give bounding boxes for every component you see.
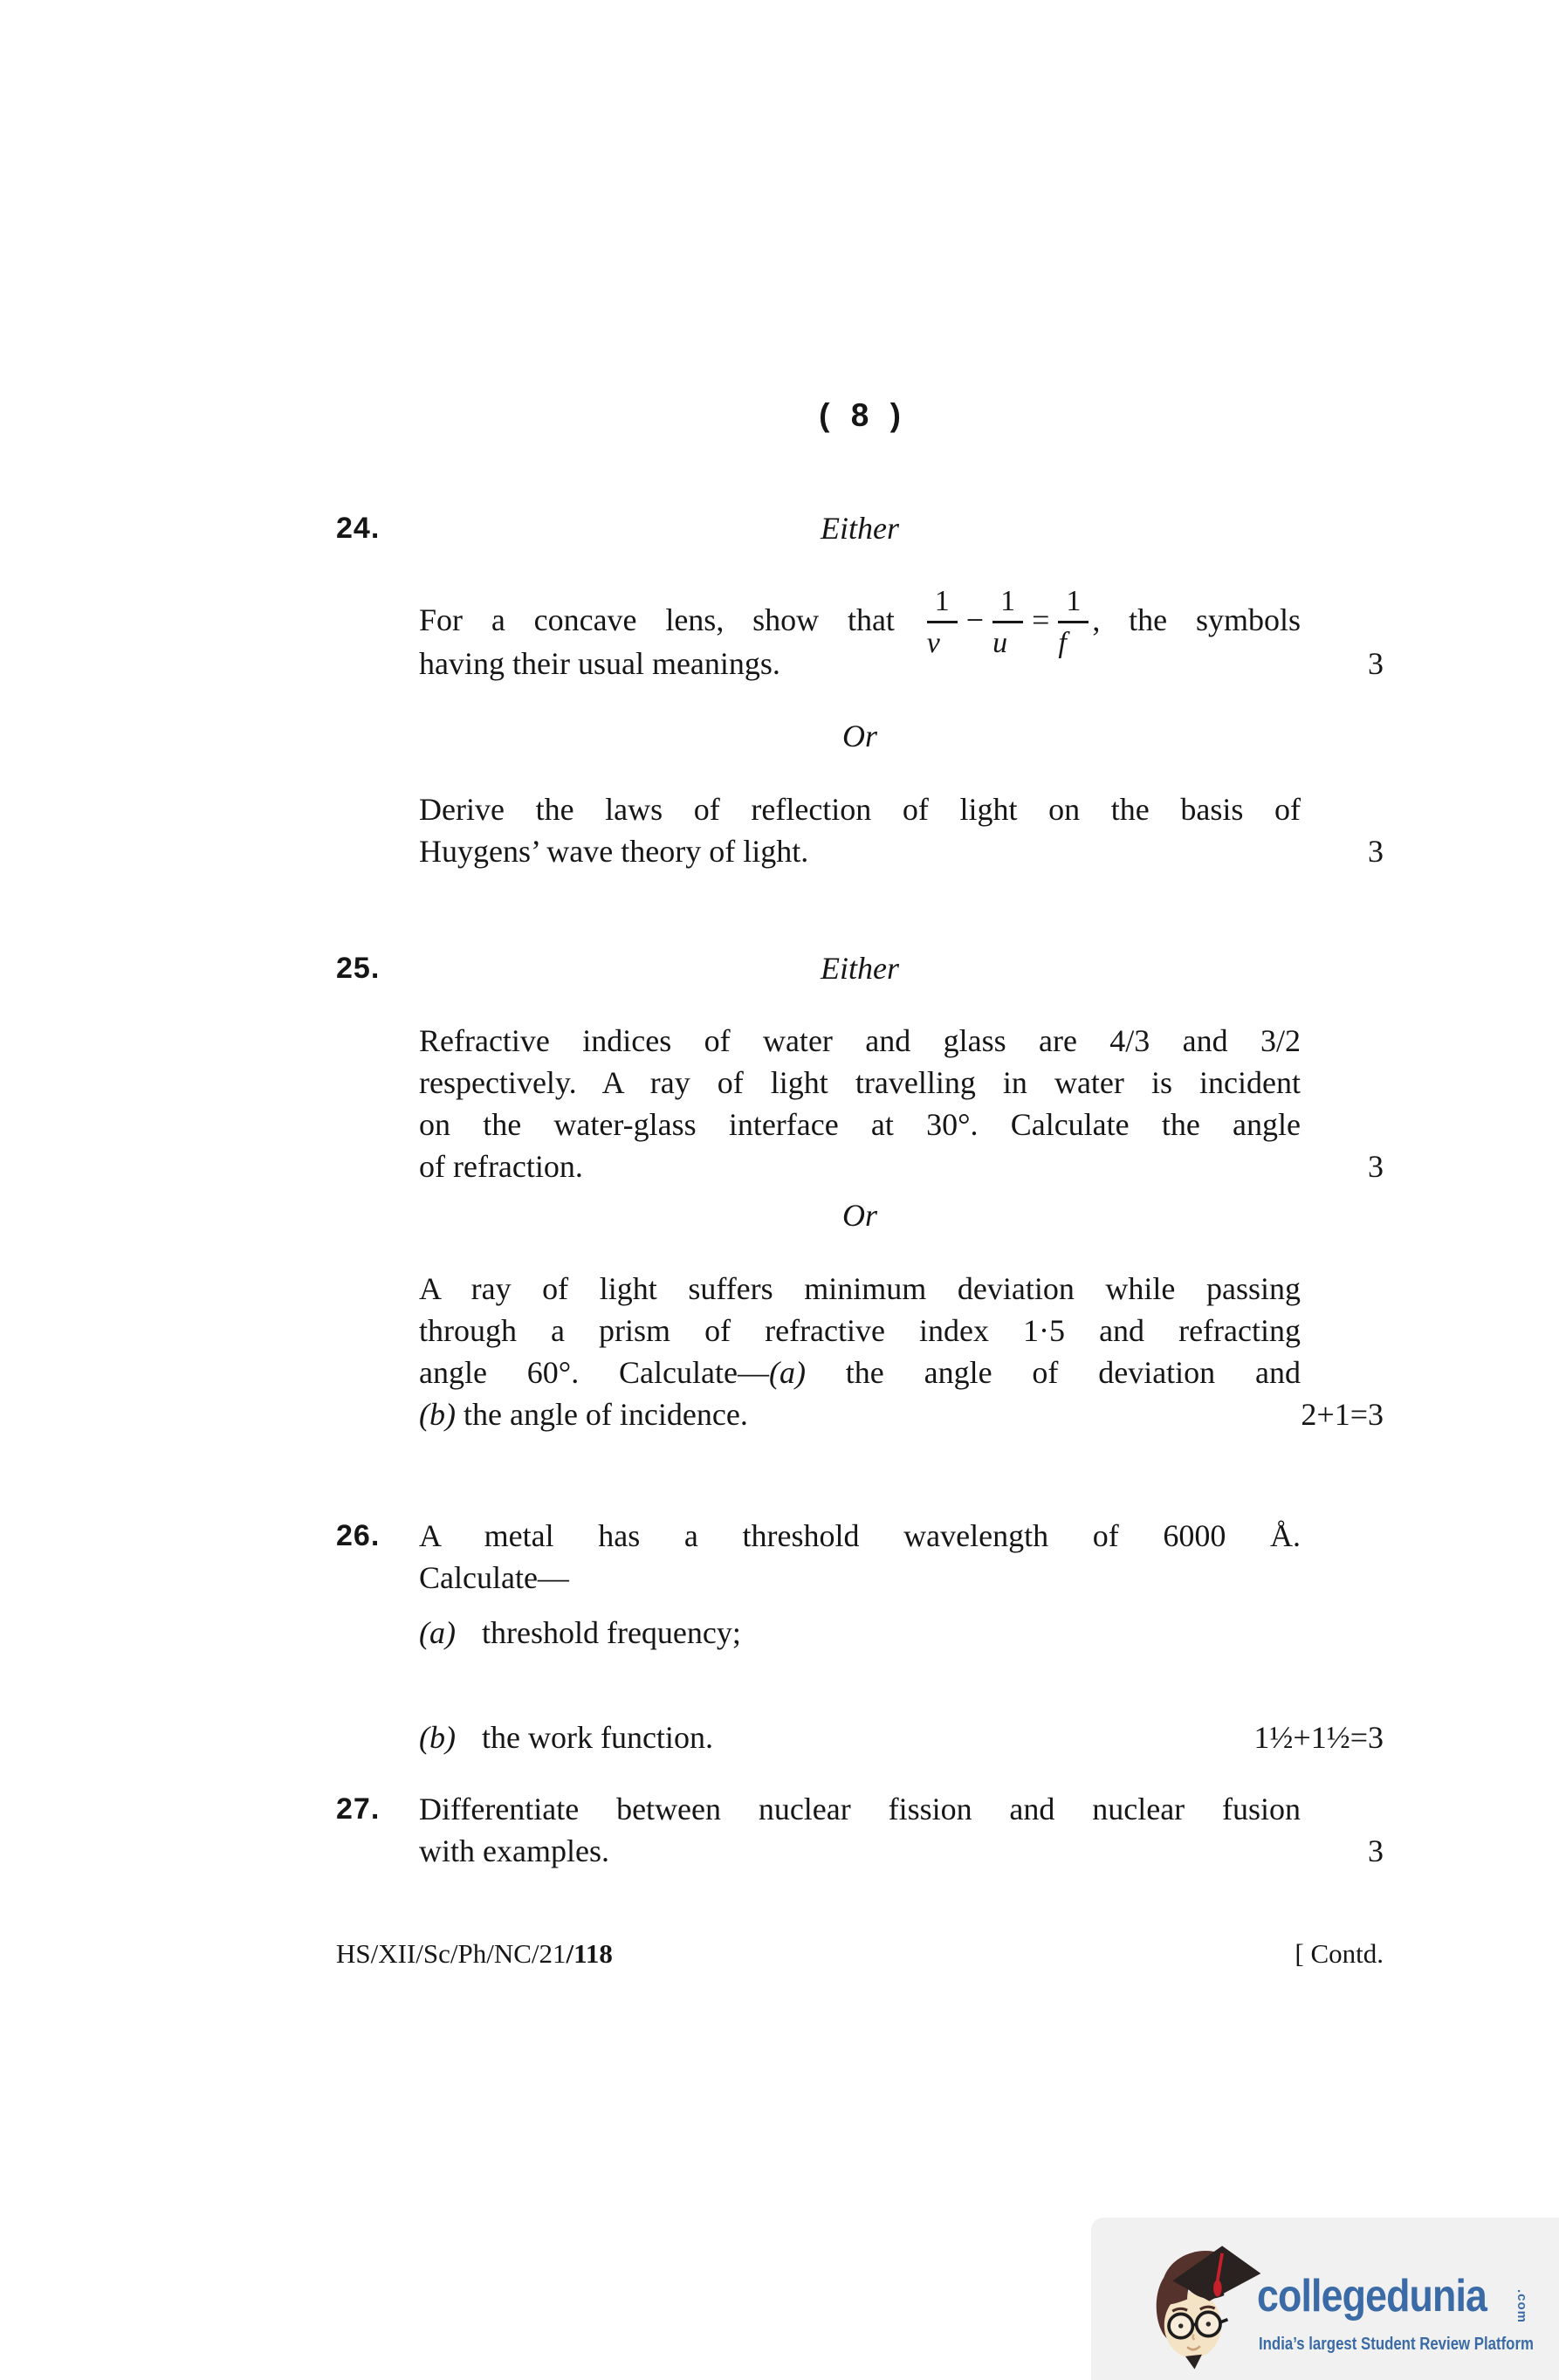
page-number: ( 8 )	[819, 397, 901, 433]
q26-line2: Calculate—	[419, 1560, 569, 1595]
q25-either-line3: on the water-glass interface at 30°. Calculate the angle	[419, 1107, 1301, 1142]
q25-or-line4: (b) the angle of incidence.	[419, 1397, 748, 1432]
collegedunia-logo[interactable]	[1091, 2218, 1559, 2380]
q25-or-marks: 2+1=3	[1301, 1397, 1384, 1432]
q26-item-a-text: threshold frequency;	[482, 1615, 741, 1650]
q24-or-marks: 3	[1368, 834, 1384, 869]
q26-item-a	[336, 1612, 1384, 1654]
q25-or-line3: angle 60°. Calculate—(a) the angle of deviation and	[419, 1355, 1301, 1390]
label-b-inline: (b)	[419, 1397, 456, 1432]
q25-or-line1: A ray of light suffers minimum deviation while passing	[419, 1271, 1301, 1306]
lens-formula	[924, 584, 1093, 659]
q25-either-paragraph	[336, 1020, 1384, 1187]
q25-or-line2: through a prism of refractive index 1·5 and refracting	[419, 1313, 1301, 1348]
q24-or-line1: Derive the laws of reflection of light on the basis of	[419, 792, 1301, 827]
fraction-1-over-f: $\frac{1}{f}$	[1058, 583, 1089, 664]
q26-item-a-label: (a)	[419, 1615, 456, 1650]
page-content	[336, 0, 1384, 2380]
q25-either-line1: Refractive indices of water and glass are 4/3 and 3/2	[419, 1023, 1301, 1058]
q27-number: 27.	[336, 1792, 381, 1826]
contd-label: [ Contd.	[1295, 1938, 1384, 1969]
q24-or-paragraph	[336, 788, 1384, 872]
q25-either-line2: respectively. A ray of light travelling in water is incident	[419, 1065, 1301, 1100]
equals-sign: =	[1032, 602, 1050, 637]
q24-either-line1	[419, 584, 1301, 659]
q24-either-line2: having their usual meanings.	[419, 645, 780, 681]
q24-either-heading: Either	[821, 511, 899, 546]
minus-sign: −	[965, 602, 985, 637]
q25-or-paragraph	[336, 1268, 1384, 1435]
q26-block	[336, 1515, 1384, 1599]
q27-line2: with examples.	[419, 1833, 609, 1868]
q26-item-b-label: (b)	[419, 1720, 456, 1755]
q25-either-marks: 3	[1368, 1149, 1384, 1184]
q26-marks: 1½+1½=3	[1253, 1720, 1384, 1755]
brand-tagline: India’s largest Student Review Platform	[1259, 2335, 1534, 2354]
paper-code-bold: /118	[566, 1938, 613, 1969]
q27-marks: 3	[1368, 1833, 1384, 1868]
q25-or-heading: Or	[841, 1198, 877, 1233]
graduate-boy-mascot-icon	[1142, 2239, 1264, 2377]
q24-either-marks: 3	[1368, 645, 1384, 681]
q25-header	[336, 947, 1384, 989]
brand-wordmark: collegedunia	[1257, 2271, 1487, 2322]
brand-tld: .com	[1514, 2289, 1529, 2324]
q24-text-before-formula: For a concave lens, show that	[419, 602, 895, 637]
q26-item-b	[336, 1716, 1384, 1758]
q24-or-heading: Or	[841, 719, 877, 753]
q26-line1: A metal has a threshold wavelength of 6000 Å.	[419, 1518, 1301, 1553]
label-a-inline: (a)	[768, 1355, 806, 1390]
q26-item-b-text: the work function.	[482, 1720, 713, 1755]
q25-either-heading: Either	[821, 951, 899, 986]
q25-either-line4: of refraction.	[419, 1149, 583, 1184]
q24-or-line2: Huygens’ wave theory of light.	[419, 834, 809, 869]
q26-number: 26.	[336, 1519, 381, 1552]
q25-number: 25.	[336, 952, 381, 985]
page-footer	[336, 1936, 1384, 1971]
q27-line1: Differentiate between nuclear fission and nuclear fusion	[419, 1792, 1301, 1826]
q24-number: 24.	[336, 512, 381, 545]
q27-block	[336, 1788, 1384, 1872]
fraction-1-over-u: $\frac{1}{u}$	[992, 583, 1023, 664]
fraction-1-over-v: $\frac{1}{v}$	[927, 583, 958, 664]
paper-code: HS/XII/Sc/Ph/NC/21/118	[336, 1938, 613, 1969]
q24-header	[336, 507, 1384, 549]
q24-text-after-formula: , the symbols	[1092, 602, 1301, 637]
q24-either-paragraph	[336, 584, 1384, 684]
